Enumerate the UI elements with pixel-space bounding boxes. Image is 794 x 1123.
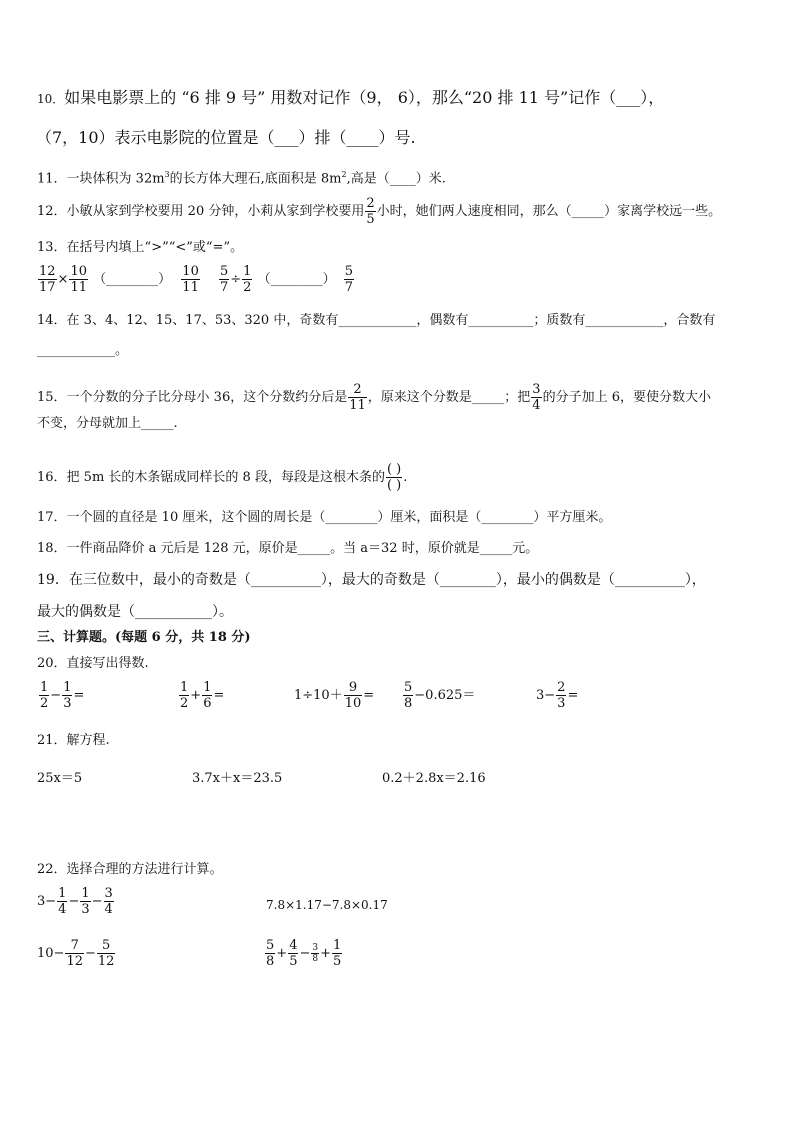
fraction: $\frac{2}{5}$: [366, 196, 375, 227]
fraction-blank[interactable]: $\frac{( )}{( )}$: [386, 462, 402, 493]
fraction: $\frac{10}{11}$: [182, 264, 199, 295]
question-10-line-2: （7，10）表示电影院的位置是（___）排（____）号.: [36, 128, 416, 147]
question-19-line-1: 19．在三位数中，最小的奇数是（__________），最大的奇数是（________），最小的偶数是（__________），: [37, 572, 706, 588]
question-22: 22．选择合理的方法进行计算。: [37, 862, 223, 877]
answer-blank[interactable]: （________）: [93, 272, 172, 287]
question-number: 10．: [37, 92, 65, 106]
question-19-line-2: 最大的偶数是（___________）。: [37, 604, 233, 620]
question-14-line-2: ____________。: [37, 343, 129, 358]
question-20: 20．直接写出得数.: [37, 656, 149, 671]
fraction: $\frac{12}{17}$: [39, 264, 56, 295]
q22-expr-3: 10− $\frac{7}{12}$ − $\frac{5}{12}$: [37, 938, 115, 969]
q20-expr-5: 3− $\frac{2}{3}$ =: [536, 680, 579, 711]
question-11: 11．一块体积为 $32m^3$的长方体大理石,底面积是 $8m^2$,高是（____）米.: [37, 170, 446, 187]
question-13-expressions: $\frac{12}{17}$ × $\frac{10}{11}$ （________） $\frac{10}{11}$ $\frac{5}{7}$ ÷ $\frac{1}{2}$ （________） $\frac{5}{7}$: [39, 264, 354, 295]
answer-blank[interactable]: （________）: [257, 272, 336, 287]
equation-2: 3.7x＋x＝23.5: [192, 771, 283, 786]
q20-expr-4: $\frac{5}{8}$ −0.625＝: [404, 680, 476, 711]
fraction: $\frac{10}{11}$: [70, 264, 87, 295]
question-18: 18．一件商品降价 a 元后是 128 元，原价是_____。当 a＝32 时，原价就是_____元。: [37, 541, 539, 556]
question-15-line-2: 不变，分母就加上_____.: [37, 416, 178, 431]
fraction: $\frac{5}{7}$: [344, 264, 354, 295]
q20-expr-2: $\frac{1}{2}$ + $\frac{1}{6}$ =: [180, 680, 225, 711]
q22-expr-2: 7.8×1.17−7.8×0.17: [266, 898, 388, 912]
equation-3: 0.2＋2.8x＝2.16: [382, 771, 486, 786]
question-10-line-1: 10．如果电影票上的 “6 排 9 号” 用数对记作（9， 6），那么“20 排 11 号”记作（___），: [37, 88, 665, 107]
question-15-line-1: 15．一个分数的分子比分母小 36，这个分数约分后是 $\frac{2}{11}$ ，原来这个分数是_____；把 $\frac{3}{4}$ 的分子加上 6，要使分数大小: [37, 382, 711, 413]
question-12: 12．小敏从家到学校要用 20 分钟，小莉从家到学校要用 $\frac{2}{5}$ 小时，她们两人速度相同，那么（_____）家离学校远一些。: [37, 196, 722, 227]
section-title: 三、计算题。(每题 6 分，共 18 分): [37, 630, 251, 645]
fraction: $\frac{5}{7}$: [219, 264, 229, 295]
fraction: $\frac{3}{4}$: [532, 382, 541, 413]
question-17: 17．一个圆的直径是 10 厘米，这个圆的周长是（________）厘米，面积是（________）平方厘米。: [37, 510, 612, 525]
question-14-line-1: 14．在 3、4、12、15、17、53、320 中，奇数有____________，偶数有__________；质数有____________，合数有: [37, 313, 716, 328]
q20-expr-3: 1÷10＋ $\frac{9}{10}$ =: [294, 680, 375, 711]
equation-1: 25x＝5: [37, 771, 83, 786]
fraction: $\frac{1}{2}$: [243, 264, 252, 295]
question-13: 13．在括号内填上“>”“<”或“=”。: [37, 240, 244, 255]
q22-expr-4: $\frac{5}{8}$ + $\frac{4}{5}$ − $\frac{3}{8}$ + $\frac{1}{5}$: [266, 938, 342, 969]
question-21: 21．解方程.: [37, 733, 110, 748]
q22-expr-1: 3− $\frac{1}{4}$ − $\frac{1}{3}$ − $\frac{3}{4}$: [37, 886, 113, 917]
fraction: $\frac{2}{11}$: [349, 382, 366, 413]
question-16: 16．把 5m 长的木条锯成同样长的 8 段，每段是这根木条的 $\frac{( )}{( )}$ .: [37, 462, 408, 493]
q20-expr-1: $\frac{1}{2}$ − $\frac{1}{3}$ =: [40, 680, 85, 711]
